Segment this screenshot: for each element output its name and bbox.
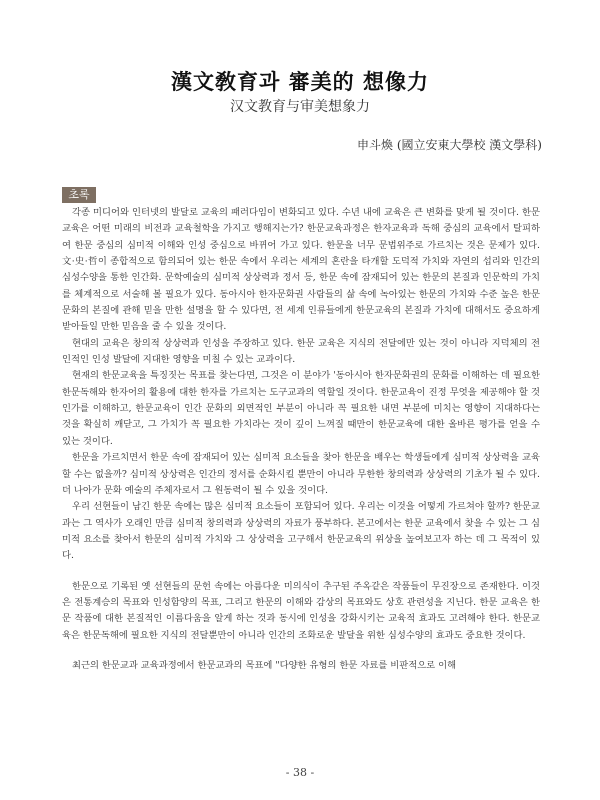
abstract-label: 초록 [62, 187, 96, 203]
paper-title: 漢文敎育과 審美的 想像力 [171, 69, 429, 94]
paragraph: 최근의 한문교과 교육과정에서 한문교과의 목표에 "다양한 유형의 한문 자료를 비판적으로 이해 [72, 659, 457, 671]
author-affiliation: 申斗煥 (國立安東大學校 漢文學科) [357, 138, 542, 152]
paper-subtitle: 汉文教育与审美想象力 [230, 99, 370, 115]
page-number: - 38 - [285, 766, 315, 779]
paragraph: 한문으로 기록된 옛 선현들의 문헌 속에는 아름다운 미의식이 추구된 주옥같은 작품들이 무진장으로 존재한다. 이것은 전통계승의 목표와 인성함양의 목표, 그리고 한문의 이해와 감상의 목표와도 상호 관련성을 지닌다. 한문 교육은 한문 작품에 대한 본질적인 이름다움을 알게 하는 것과 동시에 인성을 강화시키는 교육적 효과도 고려해야 한다. 한문교육은 한문독해에 필요한 지식의 전달뿐만이 아니라 인간의 조화로운 발달을 위한 심성수양의 효과도 중요한 것이다. [62, 580, 540, 641]
paragraph: 각종 미디어와 인터넷의 발달로 교육의 패러다임이 변화되고 있다. 수년 내에 교육은 큰 변화를 맞게 될 것이다. 한문교육은 어떤 미래의 비전과 교육철학을 가지고 행해지는가? 한문교육과정은 한자교육과 독해 중심의 교육에서 탈피하여 한문 중심의 심미적 이해와 인성 중심으로 바뀌어 가고 있다. 한문을 너무 문법위주로 가르치는 것은 문제가 있다. 文·史·哲이 종합적으로 함의되어 있는 한문 속에서 우리는 세계의 혼란을 타개할 도덕적 가치와 자연의 섭리와 인간의 심성수양을 통한 인간화. 문학예술의 심미적 상상력과 정서 등, 한문 속에 잠재되어 있는 한문의 본질과 인문학의 가치를 체계적으로 서술해 볼 필요가 있다. 동아시아 한자문화권 사람들의 삶 속에 녹아있는 한문의 가치와 수준 높은 한문문화의 본질에 관해 믿을 만한 설명을 할 수 있다면, 전 세계 인류들에게 한문교육의 본질과 가치에 대해서도 중요하게 받아들일 만한 믿음을 줄 수 있을 것이다. [62, 207, 540, 333]
paragraph: 한문을 가르치면서 한문 속에 잠재되어 있는 심미적 요소들을 찾아 한문을 배우는 학생들에게 심미적 상상력을 교육할 수는 없을까? 심미적 상상력은 인간의 정서를 순화시킬 뿐만이 아니라 무한한 창의력과 상상력의 기초가 될 수 있다. 더 나아가 문화 예술의 주체자로서 그 원동력이 될 수 있을 것이다. [62, 452, 540, 496]
paragraph: 우리 선현들이 남긴 한문 속에는 많은 심미적 요소들이 포함되어 있다. 우리는 이것을 어떻게 가르쳐야 할까? 한문교과는 그 역사가 오래인 만큼 심미적 창의력과 상상력의 자료가 풍부하다. 본고에서는 한문 교육에서 찾을 수 있는 그 심미적 요소를 찾아서 한문의 심미적 가치와 그 상상력을 고구해서 한문교육의 위상을 높여보고자 하는 데 그 목적이 있다. [62, 501, 540, 562]
paragraph: 현재의 한문교육을 특징짓는 목표를 찾는다면, 그것은 이 분야가 '동아시아 한자문화권의 문화를 이해하는 데 필요한 한문독해와 한자어의 활용에 대한 한자를 가르치는 도구교과의 역할일 것이다. 한문교육이 진정 무엇을 제공해야 할 것인가를 이해하고, 한문교육이 인간 문화의 외면적인 부분이 아니라 꼭 필요한 내면 부분에 미치는 영향이 지대하다는 것을 확실히 깨닫고, 그 가치가 꼭 필요한 가치라는 것이 깊이 느껴질 때만이 한문교육에 대한 올바른 평가를 얻을 수 있는 것이다. [62, 370, 540, 447]
abstract-body [62, 205, 540, 674]
paragraph: 현대의 교육은 창의적 상상력과 인성을 주장하고 있다. 한문 교육은 지식의 전달에만 있는 것이 아니라 지덕체의 전인적인 인성 발달에 지대한 영향을 미칠 수 있는 교과이다. [62, 337, 540, 366]
